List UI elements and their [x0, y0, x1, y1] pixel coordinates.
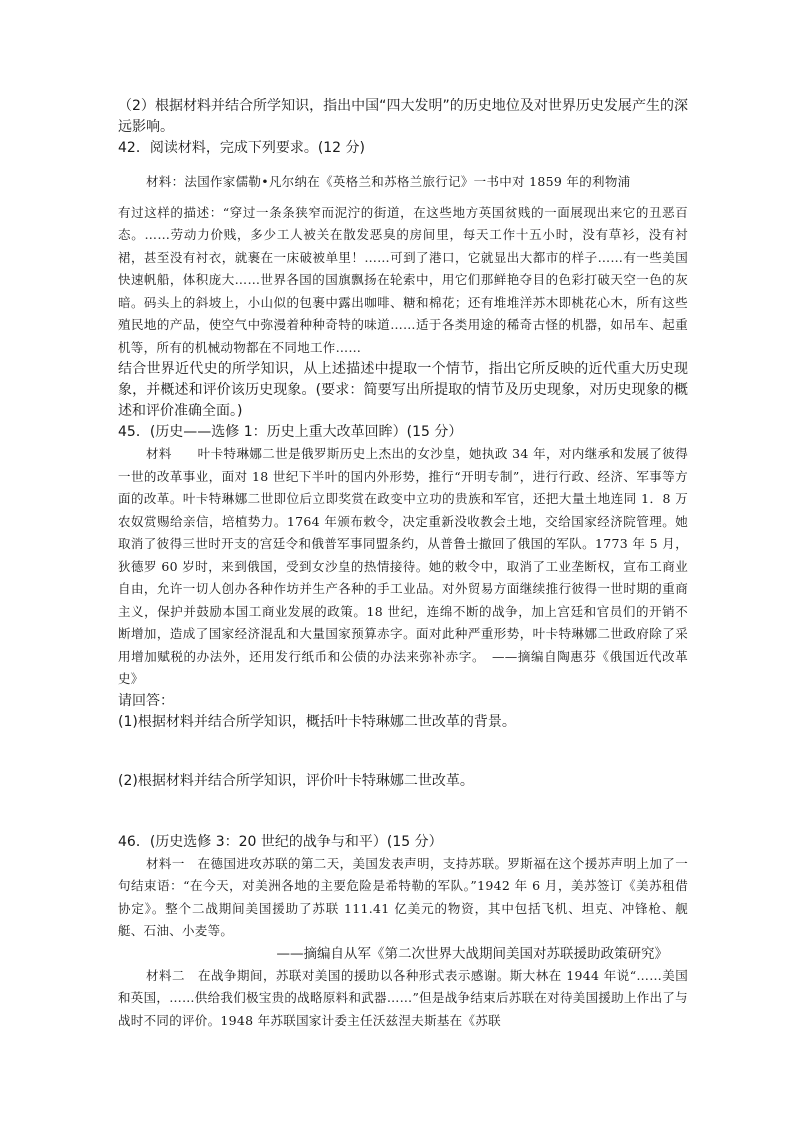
question-46-heading: 46．(历史选修 3：20 世纪的战争与和平）(15 分）: [118, 833, 443, 850]
question-45-part1: (1)根据材料并结合所学知识，概括叶卡特琳娜二世改革的背景。: [118, 713, 516, 730]
question-46-material1: 材料一 在德国进攻苏联的第二天，美国发表声明，支持苏联。罗斯福在这个援苏声明上加了一句结束语：“在今天，对美洲各地的主要危险是希特勒的军队。”1942 年 6 月，美苏签订《美苏租借协定》。整个二战期间美国援助了苏联 111.41 亿美元的物资，其中包括飞机、坦克、冲锋枪、舰艇、石油、小麦等。: [118, 855, 688, 938]
question-46-source1: ——摘编自从军《第二次世界大战期间美国对苏联援助政策研究》: [276, 945, 668, 962]
question-42-heading: 42．阅读材料，完成下列要求。(12 分): [118, 140, 366, 156]
exam-page: [118, 96, 688, 1032]
question-45-heading: 45．(历史——选修 1：历史上重大改革回眸）(15 分）: [118, 424, 463, 440]
question-42-material-lead: 材料：法国作家儒勒•凡尔纳在《英格兰和苏格兰旅行记》一书中对 1859 年的利物浦: [146, 174, 631, 189]
question-42-material-body: 有过这样的描述：“穿过一条条狭窄而泥泞的街道，在这些地方英国贫贱的一面展现出来它的丑恶百态。……劳动力价贱，多少工人被关在散发恶臭的房间里，每天工作十五小时，没有草衫，没有衬裙，甚至没有衬衣，就裹在一床破被单里！……可到了港口，它就显出大都市的样子……有一些美国快速帆船，体积庞大……世界各国的国旗飘扬在轮索中，用它们那鲜艳夺目的色彩打破天空一色的灰暗。码头上的斜坡上，小山似的包裹中露出咖啡、糖和棉花；还有堆堆洋苏木即桃花心木，所有这些殖民地的产品，使空气中弥漫着种种奇特的味道……适于各类用途的稀奇古怪的机器，如吊车、起重机等，所有的机械动物都在不同地工作……: [118, 204, 688, 355]
question-45-prompt: 请回答：: [118, 692, 174, 709]
question-42-task: 结合世界近代史的所学知识，从上述描述中提取一个情节，指出它所反映的近代重大历史现象，并概述和评价该历史现象。(要求：简要写出所提取的情节及历史现象，对历史现象的概述和评价准确全面。): [118, 361, 688, 419]
question-45-part2: (2)根据材料并结合所学知识，评价叶卡特琳娜二世改革。: [118, 772, 474, 789]
question-41-part2: （2）根据材料并结合所学知识，指出中国“四大发明”的历史地位及对世界历史发展产生的深远影响。: [118, 98, 688, 135]
question-46-material2: 材料二 在战争期间，苏联对美国的援助以各种形式表示感谢。斯大林在 1944 年说“……美国和英国，……供给我们极宝贵的战略原料和武器……”但是战争结束后苏联在对待美国援助上作出了与战时不同的评价。1948 年苏联国家计委主任沃兹涅夫斯基在《苏联: [118, 967, 688, 1028]
question-45-material: 材料 叶卡特琳娜二世是俄罗斯历史上杰出的女沙皇，她执政 34 年，对内继承和发展了彼得一世的改革事业，面对 18 世纪下半叶的国内外形势，推行“开明专制”，进行行政、经济、军事等方面的改革。叶卡特琳娜二世即位后立即奖赏在政变中立功的贵族和军官，还把大量土地连同 1．8 万农奴赏赐给亲信，培植势力。1764 年颁布敕令，决定重新没收教会土地，交给国家经济院管理。她取消了彼得三世时开支的宫廷令和俄普军事同盟条约，从普鲁士撤回了俄国的军队。1773 年 5 月，狄德罗 60 岁时，来到俄国，受到女沙皇的热情接待。她的敕令中，取消了工业垄断权，宣布工商业自由，允许一切人创办各种作坊并生产各种的手工业品。对外贸易方面继续推行彼得一世时期的重商主义，保护并鼓励本国工商业发展的政策。18 世纪，连绵不断的战争，加上宫廷和官员们的开销不断增加，造成了国家经济混乱和大量国家预算赤字。面对此种严重形势，叶卡特琳娜二世政府除了采用增加赋税的办法外，还用发行纸币和公债的办法来弥补赤字。 ——摘编自陶惠芬《俄国近代改革史》: [118, 446, 688, 686]
